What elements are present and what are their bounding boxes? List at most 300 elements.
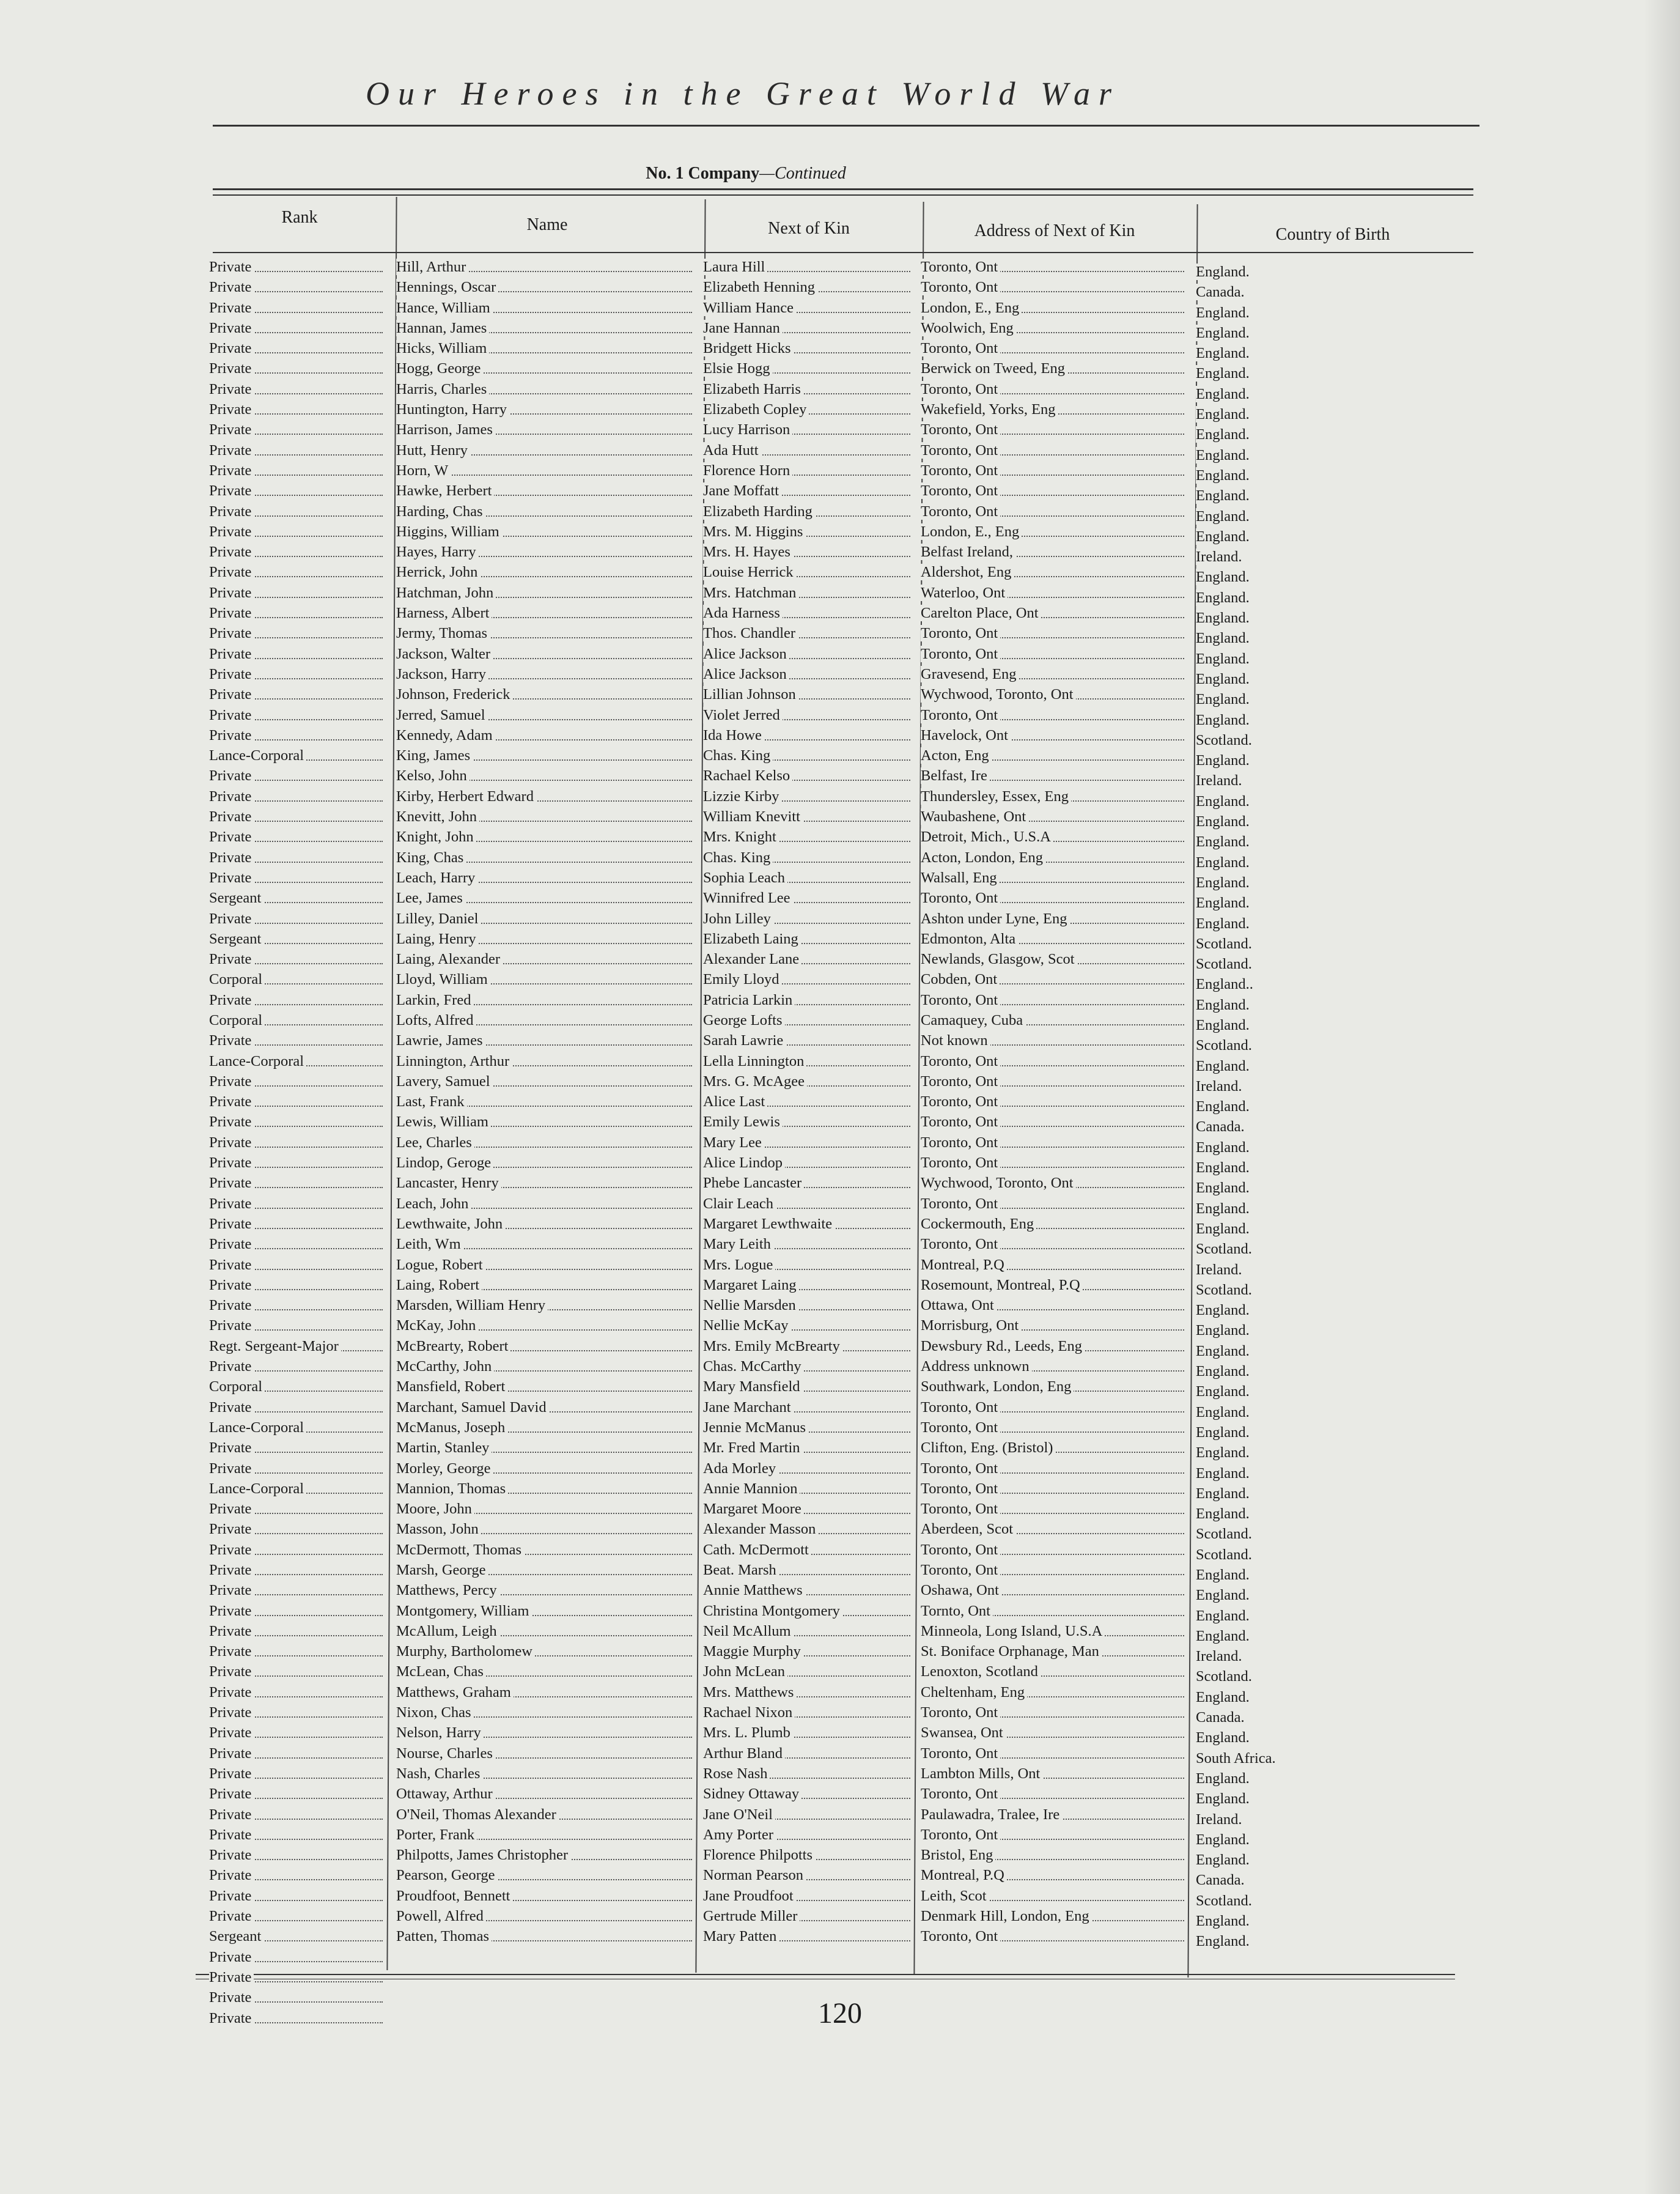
rank-text: Private — [209, 279, 254, 295]
name-text: Hicks, William — [396, 340, 489, 356]
next-of-kin-cell — [703, 1295, 914, 1315]
address-cell — [921, 603, 1188, 623]
next-of-kin-cell — [703, 1417, 914, 1438]
country-cell — [1196, 1422, 1440, 1442]
next-of-kin-text: Jane Moffatt — [703, 482, 781, 499]
name-text: Montgomery, William — [396, 1603, 531, 1619]
rank-text: Private — [209, 544, 254, 560]
address-text: Woolwich, Eng — [921, 320, 1016, 336]
rank-text: Private — [209, 1888, 254, 1904]
country-cell — [1196, 1626, 1440, 1646]
name-cell — [396, 1376, 696, 1397]
rank-cell — [209, 1376, 386, 1397]
country-cell — [1196, 384, 1440, 404]
address-cell — [921, 1132, 1188, 1153]
next-of-kin-cell — [703, 684, 914, 704]
rank-text: Private — [209, 401, 254, 418]
name-text: Morley, George — [396, 1460, 493, 1477]
address-text: Ashton under Lyne, Eng — [921, 910, 1070, 927]
country-cell — [1196, 893, 1440, 913]
name-cell — [396, 684, 696, 704]
name-cell — [396, 1153, 696, 1173]
next-of-kin-cell — [703, 1356, 914, 1376]
address-text: Montreal, P.Q — [921, 1257, 1007, 1273]
next-of-kin-cell — [703, 1886, 914, 1906]
address-text: Bristol, Eng — [921, 1847, 995, 1863]
rank-cell — [209, 1091, 386, 1112]
next-of-kin-text: Gertrude Miller — [703, 1908, 800, 1924]
next-of-kin-cell — [703, 481, 914, 501]
next-of-kin-cell — [703, 318, 914, 338]
next-of-kin-cell — [703, 1641, 914, 1661]
country-text: England. — [1196, 1098, 1252, 1115]
name-text: Masson, John — [396, 1521, 481, 1537]
country-text: England. — [1196, 1363, 1252, 1380]
name-text: Murphy, Bartholomew — [396, 1643, 535, 1660]
address-text: Waubashene, Ont — [921, 808, 1028, 825]
table-bottom-rule — [196, 1974, 1455, 1975]
country-text: England. — [1196, 1424, 1252, 1441]
rank-cell — [209, 1397, 386, 1417]
name-cell — [396, 1091, 696, 1112]
next-of-kin-text: Jennie McManus — [703, 1419, 808, 1436]
name-cell — [396, 501, 696, 522]
name-text: Hawke, Herbert — [396, 482, 494, 499]
name-text: Horn, W — [396, 462, 451, 479]
rank-cell — [209, 929, 386, 949]
page-number: 120 — [818, 1997, 862, 2030]
rank-cell — [209, 623, 386, 643]
next-of-kin-cell — [703, 1580, 914, 1600]
address-text: Ottawa, Ont — [921, 1297, 997, 1313]
rank-cell — [209, 1947, 386, 1967]
country-cell — [1196, 1666, 1440, 1686]
address-text: Montreal, P.Q — [921, 1867, 1007, 1883]
country-text: Ireland. — [1196, 1078, 1245, 1095]
next-of-kin-text: Alice Jackson — [703, 646, 789, 662]
country-text: England. — [1196, 833, 1252, 850]
rank-cell — [209, 949, 386, 969]
rank-text: Private — [209, 1826, 254, 1843]
country-cell — [1196, 1870, 1440, 1890]
next-of-kin-text: Jane Marchant — [703, 1399, 794, 1416]
country-text: England. — [1196, 895, 1252, 911]
address-cell — [921, 827, 1188, 847]
next-of-kin-cell — [703, 277, 914, 297]
next-of-kin-cell — [703, 969, 914, 989]
name-cell — [396, 745, 696, 766]
address-text: Clifton, Eng. (Bristol) — [921, 1439, 1055, 1456]
name-text: Lee, Charles — [396, 1134, 474, 1151]
name-cell — [396, 1173, 696, 1193]
country-cell — [1196, 811, 1440, 832]
name-cell — [396, 1601, 696, 1621]
next-of-kin-text: Jane Hannan — [703, 320, 783, 336]
country-cell — [1196, 465, 1440, 486]
country-cell — [1196, 363, 1440, 383]
country-cell — [1196, 1830, 1440, 1850]
rank-text: Private — [209, 727, 254, 744]
next-of-kin-text: Mary Mansfield — [703, 1378, 803, 1395]
rank-cell — [209, 1438, 386, 1458]
address-text: Toronto, Ont — [921, 259, 1000, 275]
name-cell — [396, 379, 696, 399]
rank-text: Corporal — [209, 1378, 265, 1395]
rank-cell — [209, 1255, 386, 1275]
next-of-kin-cell — [703, 1458, 914, 1479]
rank-cell — [209, 644, 386, 664]
next-of-kin-cell — [703, 358, 914, 379]
next-of-kin-text: Violet Jerred — [703, 707, 783, 723]
next-of-kin-text: Margaret Laing — [703, 1277, 799, 1293]
country-cell — [1196, 1931, 1440, 1951]
next-of-kin-text: Alexander Masson — [703, 1521, 818, 1537]
next-of-kin-text: Mrs. Matthews — [703, 1684, 796, 1701]
country-cell — [1196, 1646, 1440, 1666]
rank-text: Private — [209, 320, 254, 336]
address-text: Lambton Mills, Ont — [921, 1765, 1042, 1782]
country-cell — [1196, 1463, 1440, 1483]
name-text: Huntington, Harry — [396, 401, 509, 418]
country-text: England. — [1196, 386, 1252, 402]
name-text: King, Chas — [396, 849, 466, 866]
country-text: Ireland. — [1196, 1811, 1245, 1828]
country-cell — [1196, 832, 1440, 852]
rank-text: Private — [209, 1501, 254, 1517]
name-cell — [396, 1560, 696, 1580]
rank-text: Sergeant — [209, 1928, 263, 1945]
country-text: England. — [1196, 447, 1252, 464]
address-cell — [921, 1194, 1188, 1214]
address-cell — [921, 1825, 1188, 1845]
rank-text: Private — [209, 1257, 254, 1273]
country-cell — [1196, 649, 1440, 669]
rank-cell — [209, 460, 386, 481]
address-cell — [921, 868, 1188, 888]
rank-cell — [209, 1967, 386, 1987]
rank-cell — [209, 277, 386, 297]
country-cell — [1196, 506, 1440, 526]
next-of-kin-cell — [703, 1214, 914, 1234]
country-cell — [1196, 1015, 1440, 1035]
address-text: Acton, London, Eng — [921, 849, 1045, 866]
address-cell — [921, 1804, 1188, 1825]
country-cell — [1196, 1891, 1440, 1911]
address-text: Toronto, Ont — [921, 625, 1000, 641]
country-text: Scotland. — [1196, 1546, 1254, 1563]
address-text: Toronto, Ont — [921, 1399, 1000, 1416]
rank-cell — [209, 419, 386, 440]
name-cell — [396, 807, 696, 827]
rank-cell — [209, 603, 386, 623]
next-of-kin-text: Patricia Larkin — [703, 992, 795, 1008]
name-cell — [396, 1743, 696, 1764]
next-of-kin-text: Arthur Bland — [703, 1745, 785, 1762]
address-text: Berwick on Tweed, Eng — [921, 360, 1067, 377]
country-text: Scotland. — [1196, 1282, 1254, 1298]
name-cell — [396, 583, 696, 603]
next-of-kin-text: Mrs. Logue — [703, 1257, 775, 1273]
next-of-kin-cell — [703, 501, 914, 522]
name-cell — [396, 1661, 696, 1682]
address-text: London, E., Eng — [921, 523, 1022, 540]
next-of-kin-text: Mary Lee — [703, 1134, 764, 1151]
country-text: England. — [1196, 1343, 1252, 1359]
name-cell — [396, 705, 696, 725]
country-cell — [1196, 873, 1440, 893]
country-text: England. — [1196, 426, 1252, 443]
next-of-kin-text: Ada Morley — [703, 1460, 778, 1477]
address-text: Lenoxton, Scotland — [921, 1663, 1041, 1680]
rank-text: Private — [209, 1663, 254, 1680]
address-text: Paulawadra, Tralee, Ire — [921, 1806, 1062, 1823]
name-cell — [396, 1315, 696, 1335]
address-cell — [921, 1580, 1188, 1600]
country-cell — [1196, 1606, 1440, 1626]
name-text: Kelso, John — [396, 767, 470, 784]
address-text: Cobden, Ont — [921, 971, 1000, 988]
name-cell — [396, 358, 696, 379]
next-of-kin-cell — [703, 1132, 914, 1153]
name-cell — [396, 257, 696, 277]
next-of-kin-cell — [703, 644, 914, 664]
country-cell — [1196, 954, 1440, 974]
name-cell — [396, 1641, 696, 1661]
column-header-name: Name — [526, 215, 568, 234]
address-text: Rosemount, Montreal, P.Q — [921, 1277, 1083, 1293]
name-text: Kennedy, Adam — [396, 727, 495, 744]
name-cell — [396, 1438, 696, 1458]
name-cell — [396, 1132, 696, 1153]
name-text: Last, Frank — [396, 1093, 467, 1110]
country-cell — [1196, 526, 1440, 547]
address-cell — [921, 1499, 1188, 1519]
name-text: Kirby, Herbert Edward — [396, 788, 536, 805]
rank-cell — [209, 1784, 386, 1804]
column-header-rank: Rank — [281, 208, 318, 227]
next-of-kin-cell — [703, 1376, 914, 1397]
name-text: Larkin, Fred — [396, 992, 473, 1008]
country-text: England. — [1196, 1444, 1252, 1461]
next-of-kin-text: Cath. McDermott — [703, 1542, 811, 1558]
address-cell — [921, 705, 1188, 725]
country-text: England. — [1196, 1180, 1252, 1196]
address-text: Toronto, Ont — [921, 1826, 1000, 1843]
country-cell — [1196, 791, 1440, 811]
name-cell — [396, 318, 696, 338]
rank-cell — [209, 358, 386, 379]
section-title — [220, 164, 1272, 183]
next-of-kin-text: Lella Linnington — [703, 1053, 806, 1069]
name-text: Jerred, Samuel — [396, 707, 488, 723]
address-cell — [921, 725, 1188, 745]
address-cell — [921, 1336, 1188, 1356]
next-of-kin-text: Winnifred Lee — [703, 890, 793, 906]
next-of-kin-text: Rachael Kelso — [703, 767, 792, 784]
name-text: Leith, Wm — [396, 1236, 463, 1252]
next-of-kin-text: Mrs. L. Plumb — [703, 1724, 793, 1741]
name-text: Marchant, Samuel David — [396, 1399, 549, 1416]
address-text: Detroit, Mich., U.S.A — [921, 829, 1053, 845]
rank-text: Private — [209, 1969, 254, 1985]
country-cell — [1196, 628, 1440, 648]
name-text: Knevitt, John — [396, 808, 479, 825]
rank-cell — [209, 1132, 386, 1153]
next-of-kin-text: Ada Harness — [703, 605, 783, 621]
country-text: England. — [1196, 1221, 1252, 1237]
address-text: Morrisburg, Ont — [921, 1317, 1021, 1334]
name-text: King, James — [396, 747, 473, 764]
name-cell — [396, 766, 696, 786]
country-text: England. — [1196, 1689, 1252, 1705]
next-of-kin-cell — [703, 1438, 914, 1458]
country-text: England. — [1196, 1017, 1252, 1033]
country-text: England. — [1196, 610, 1252, 626]
rank-text: Private — [209, 1175, 254, 1191]
name-cell — [396, 1499, 696, 1519]
name-cell — [396, 1682, 696, 1702]
address-cell — [921, 562, 1188, 582]
column-header-country: Country of Birth — [1275, 225, 1390, 244]
address-cell — [921, 745, 1188, 766]
next-of-kin-text: Lucy Harrison — [703, 421, 792, 438]
address-text: Toronto, Ont — [921, 707, 1000, 723]
rank-text: Corporal — [209, 1012, 265, 1029]
name-text: Hance, William — [396, 300, 493, 316]
rank-cell — [209, 868, 386, 888]
country-cell — [1196, 1158, 1440, 1178]
address-cell — [921, 277, 1188, 297]
next-of-kin-cell — [703, 562, 914, 582]
rank-text: Private — [209, 686, 254, 703]
next-of-kin-cell — [703, 1906, 914, 1926]
country-text: Scotland. — [1196, 1241, 1254, 1257]
rank-text: Private — [209, 585, 254, 601]
address-text: Toronto, Ont — [921, 992, 1000, 1008]
rank-cell — [209, 1336, 386, 1356]
next-of-kin-text: Mrs. Hatchman — [703, 585, 798, 601]
address-text: Toronto, Ont — [921, 462, 1000, 479]
name-text: Nourse, Charles — [396, 1745, 495, 1762]
country-text: England. — [1196, 1770, 1252, 1787]
name-text: Hennings, Oscar — [396, 279, 498, 295]
rank-text: Private — [209, 1236, 254, 1252]
next-of-kin-text: Florence Horn — [703, 462, 792, 479]
next-of-kin-text: Sarah Lawrie — [703, 1032, 786, 1049]
name-cell — [396, 1784, 696, 1804]
name-text: McCarthy, John — [396, 1358, 494, 1375]
next-of-kin-cell — [703, 786, 914, 807]
rank-text: Private — [209, 2010, 254, 2026]
country-cell — [1196, 303, 1440, 323]
address-cell — [921, 379, 1188, 399]
rank-text: Private — [209, 1989, 254, 2006]
name-text: Leach, Harry — [396, 870, 477, 886]
address-cell — [921, 1071, 1188, 1091]
header-rule — [213, 125, 1479, 127]
country-cell — [1196, 730, 1440, 750]
address-cell — [921, 1886, 1188, 1906]
name-text: Lawrie, James — [396, 1032, 485, 1049]
address-cell — [921, 1214, 1188, 1234]
rank-text: Private — [209, 421, 254, 438]
address-cell — [921, 1926, 1188, 1946]
next-of-kin-cell — [703, 1173, 914, 1193]
address-cell — [921, 1417, 1188, 1438]
country-text: England. — [1196, 1790, 1252, 1807]
rank-column — [209, 257, 386, 2028]
next-of-kin-text: Ada Hutt — [703, 442, 761, 459]
rank-cell — [209, 1417, 386, 1438]
next-of-kin-cell — [703, 419, 914, 440]
name-text: Jermy, Thomas — [396, 625, 490, 641]
name-cell — [396, 1926, 696, 1946]
rank-text: Private — [209, 1195, 254, 1212]
rank-text: Private — [209, 1277, 254, 1293]
country-text: England. — [1196, 1831, 1252, 1848]
rank-cell — [209, 440, 386, 460]
section-title-continued: —Continued — [759, 164, 846, 183]
next-of-kin-cell — [703, 1661, 914, 1682]
next-of-kin-text: Lizzie Kirby — [703, 788, 782, 805]
name-cell — [396, 1397, 696, 1417]
rank-text: Private — [209, 1765, 254, 1782]
address-text: Toronto, Ont — [921, 1501, 1000, 1517]
address-text: Aberdeen, Scot — [921, 1521, 1015, 1537]
next-of-kin-cell — [703, 1743, 914, 1764]
rank-cell — [209, 1010, 386, 1030]
next-of-kin-text: Phebe Lancaster — [703, 1175, 804, 1191]
country-cell — [1196, 323, 1440, 343]
rank-text: Private — [209, 1134, 254, 1151]
rank-cell — [209, 1845, 386, 1865]
country-cell — [1196, 1096, 1440, 1117]
rank-cell — [209, 848, 386, 868]
country-text: England. — [1196, 1302, 1252, 1318]
address-cell — [921, 1173, 1188, 1193]
country-text: Ireland. — [1196, 772, 1245, 789]
rank-cell — [209, 1214, 386, 1234]
address-cell — [921, 909, 1188, 929]
country-cell — [1196, 914, 1440, 934]
rank-text: Lance-Corporal — [209, 1419, 306, 1436]
rank-text: Private — [209, 340, 254, 356]
country-cell — [1196, 1789, 1440, 1809]
next-of-kin-cell — [703, 1825, 914, 1845]
country-cell — [1196, 1850, 1440, 1870]
name-cell — [396, 868, 696, 888]
next-of-kin-text: Amy Porter — [703, 1826, 776, 1843]
country-text: England. — [1196, 1567, 1252, 1583]
next-of-kin-text: Sophia Leach — [703, 870, 787, 886]
rank-text: Private — [209, 605, 254, 621]
rank-cell — [209, 257, 386, 277]
country-cell — [1196, 689, 1440, 709]
next-of-kin-cell — [703, 745, 914, 766]
address-text: Cockermouth, Eng — [921, 1216, 1036, 1232]
rank-text: Corporal — [209, 971, 265, 988]
country-text: England. — [1196, 1404, 1252, 1420]
next-of-kin-cell — [703, 1091, 914, 1112]
country-cell — [1196, 547, 1440, 567]
country-cell — [1196, 1056, 1440, 1076]
rank-cell — [209, 969, 386, 989]
address-text: Toronto, Ont — [921, 890, 1000, 906]
next-of-kin-text: Nellie Marsden — [703, 1297, 798, 1313]
country-cell — [1196, 750, 1440, 770]
next-of-kin-cell — [703, 1621, 914, 1641]
rank-text: Private — [209, 788, 254, 805]
